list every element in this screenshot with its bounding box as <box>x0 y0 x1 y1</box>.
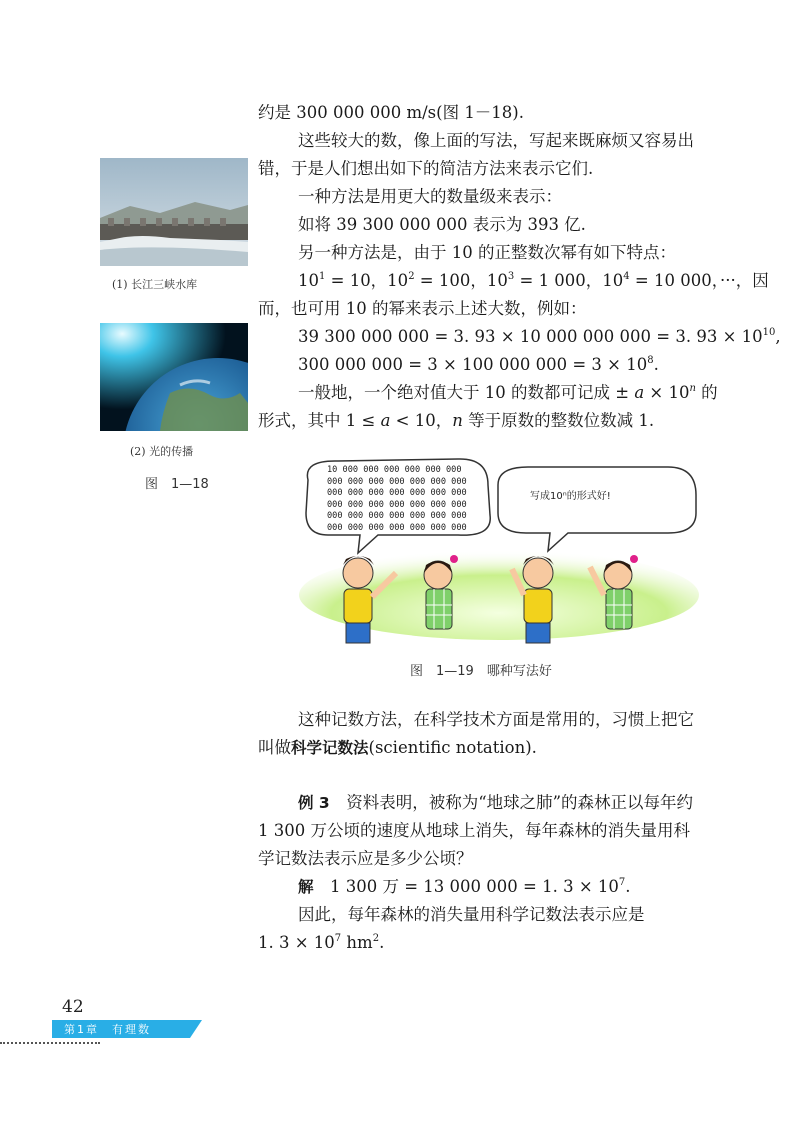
text-part: 一般地，一个绝对值大于 10 的数都可记成 ± <box>298 383 635 402</box>
var-n: n <box>452 411 463 430</box>
text-line-2: 这些较大的数，像上面的写法，写起来既麻烦又容易出 <box>298 131 694 150</box>
text-part: . <box>379 933 385 952</box>
power-part: = 100，10 <box>414 271 508 290</box>
text-part: . <box>625 877 631 896</box>
exp: 2 <box>408 271 415 282</box>
chapter-label: 第1章 有理数 <box>64 1023 151 1036</box>
exp: 7 <box>334 933 342 944</box>
para2-line-1: 这种记数方法，在科学技术方面是常用的，习惯上把它 <box>298 710 694 729</box>
example-line-3: 学记数法表示应是多少公顷？ <box>258 849 473 868</box>
footer-dotted-line <box>0 1042 100 1044</box>
exp: 8 <box>647 355 654 366</box>
photo1-caption: (1) 长江三峡水库 <box>112 278 198 291</box>
text-line-5: 如将 39 300 000 000 表示为 393 亿. <box>298 215 586 234</box>
light-earth-photo <box>100 323 248 431</box>
equation-text: 300 000 000 = 3 × 100 000 000 = 3 × 10 <box>298 355 648 374</box>
text-part: 叫做 <box>258 738 291 757</box>
power-base: 10 <box>298 271 319 290</box>
three-gorges-photo <box>100 158 248 266</box>
exp: 3 <box>507 271 515 282</box>
figure-1-19-caption: 图 1—19 哪种写法好 <box>410 664 552 679</box>
exp: 10 <box>762 327 776 338</box>
text-part: 1 300 万 = 13 000 000 = 1. 3 × 10 <box>313 877 619 896</box>
var-a: a <box>634 383 645 402</box>
var-a: a <box>380 411 391 430</box>
term-scientific-notation: 科学记数法 <box>291 739 369 757</box>
text-line-8: 而，也可用 10 的幂来表示上述大数，例如： <box>258 299 587 318</box>
equation-text: 39 300 000 000 = 3. 93 × 10 000 000 000 = 3. 93 × 10 <box>298 327 763 346</box>
text-part: 资料表明，被称为“地球之肺”的森林正以每年约 <box>329 793 694 812</box>
text-part: × 10 <box>644 383 690 402</box>
text-part: (scientific notation). <box>368 738 537 757</box>
exp: 2 <box>372 933 380 944</box>
example-line-6 <box>258 928 384 958</box>
solution-label: 解 <box>298 878 314 896</box>
exp: 4 <box>623 271 630 282</box>
text-part: 等于原数的整数位数减 1. <box>462 411 655 430</box>
example-line-2: 1 300 万公顷的速度从地球上消失，每年森林的消失量用科 <box>258 821 690 840</box>
text-line-3: 错，于是人们想出如下的简洁方法来表示它们. <box>258 159 594 178</box>
exp: 7 <box>618 877 626 888</box>
text-part: < 10， <box>390 411 453 430</box>
text-line-1: 约是 300 000 000 m/s(图 1－18). <box>258 103 524 122</box>
powers-of-ten-line <box>298 266 769 296</box>
page-number: 42 <box>62 997 84 1017</box>
figure-1-18-label: 图 1—18 <box>145 477 209 492</box>
exp: 1 <box>319 271 326 282</box>
left-bubble-digits: 10 000 000 000 000 000 000 000 000 000 000 000 000 000 000 000 000 000 000 000 000 000 000 000 000 000 000 000 000 000 000 000 000 000 000 000 000 000 000 000 000 000 <box>327 465 467 533</box>
text-part: 的 <box>695 383 718 402</box>
equation-2 <box>298 350 659 380</box>
example-label: 例 3 <box>298 794 330 812</box>
power-part: = 10 000，···，因 <box>629 271 769 290</box>
power-part: = 10，10 <box>325 271 409 290</box>
text-line-12 <box>258 406 654 436</box>
equation-1: 39 300 000 000 = 3. 93 × 10 000 000 000 = 3. $93 \times 10^{10}$, <box>298 327 781 346</box>
solution-line <box>298 872 631 902</box>
example-line-1 <box>298 788 693 818</box>
text-part: 1. 3 × 10 <box>258 933 335 952</box>
text-line-4: 一种方法是用更大的数量级来表示： <box>298 187 562 206</box>
text-part: hm <box>341 933 373 952</box>
var-n: n <box>689 383 696 394</box>
right-bubble-text: 写成10ⁿ的形式好! <box>530 491 611 502</box>
photo2-caption: (2) 光的传播 <box>130 445 194 458</box>
para2-line-2 <box>258 733 537 763</box>
power-part: = 1 000，10 <box>514 271 624 290</box>
text-line-11 <box>298 378 718 408</box>
equation-end: . <box>653 355 659 374</box>
text-part: 形式，其中 1 ≤ <box>258 411 381 430</box>
text-line-6: 另一种方法是，由于 10 的正整数次幂有如下特点： <box>298 243 676 262</box>
example-line-5: 因此，每年森林的消失量用科学记数法表示应是 <box>298 905 645 924</box>
